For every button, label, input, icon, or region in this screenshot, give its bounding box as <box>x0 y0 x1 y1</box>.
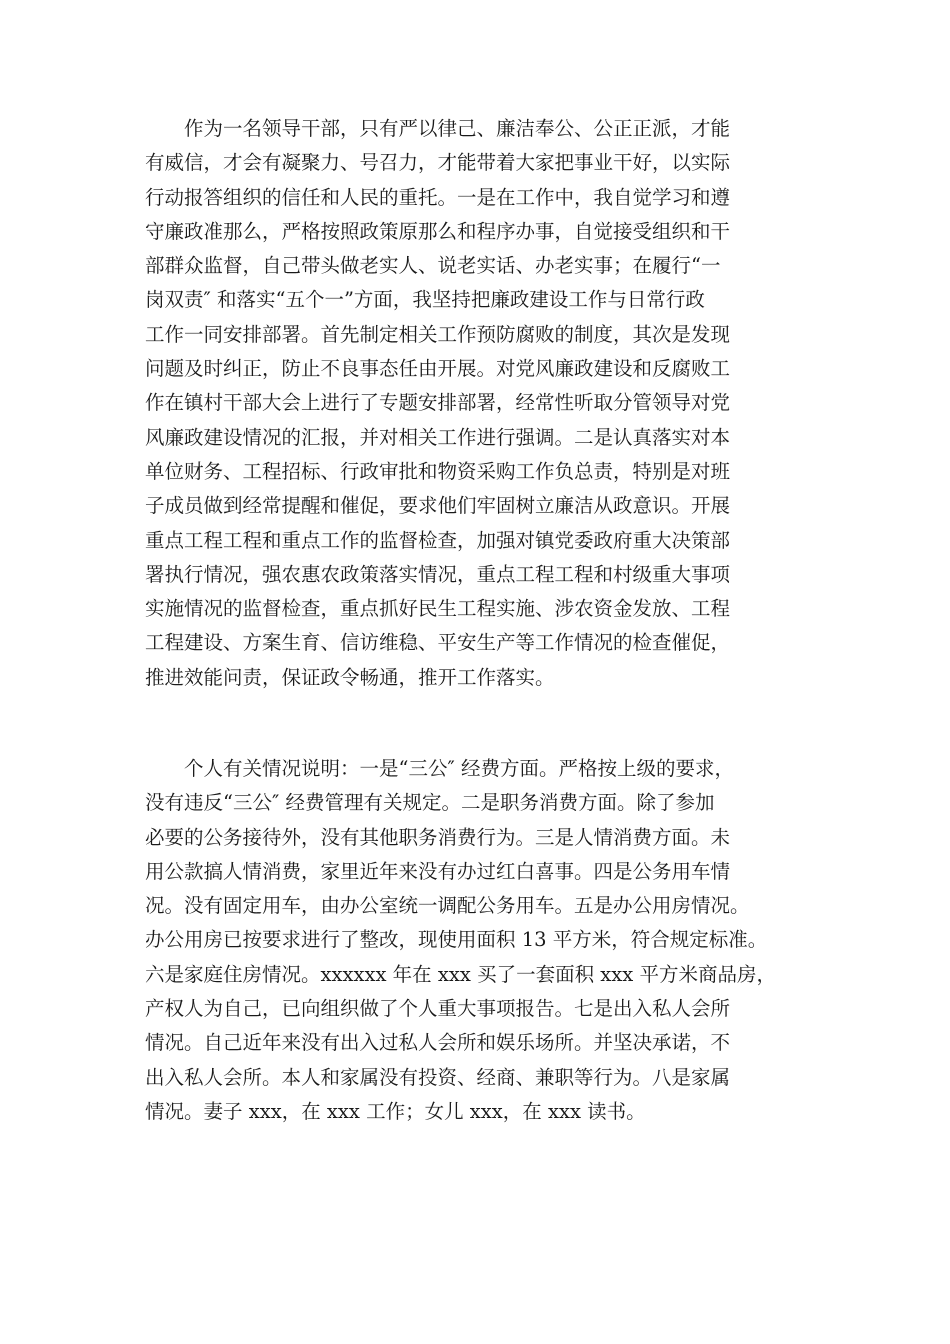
text-line: 行动报答组织的信任和人民的重托。一是在工作中，我自觉学习和遵 <box>145 185 731 209</box>
text-line: 六是家庭住房情况。xxxxxx 年在 xxx 买了一套面积 xxx 平方米商品房， <box>145 962 776 986</box>
text-line: 实施情况的监督检查，重点抓好民生工程实施、涉农资金发放、工程 <box>145 597 731 621</box>
text-line: 产权人为自己，已向组织做了个人重大事项报告。七是出入私人会所 <box>145 997 731 1021</box>
text-line: 用公款搞人情消费，家里近年来没有办过红白喜事。四是公务用车情 <box>145 859 731 883</box>
text-line: 办公用房已按要求进行了整改，现使用面积 13 平方米，符合规定标准。 <box>145 928 768 952</box>
text-line: 推进效能问责，保证政令畅通，推开工作落实。 <box>145 665 555 689</box>
text-line: 作为一名领导干部，只有严以律己、廉洁奉公、公正正派，才能 <box>184 117 731 140</box>
text-line: 问题及时纠正，防止不良事态任由开展。对党风廉政建设和反腐败工 <box>145 357 731 381</box>
text-line: 子成员做到经常提醒和催促，要求他们牢固树立廉洁从政意识。开展 <box>145 494 731 518</box>
text-line: 出入私人会所。本人和家属没有投资、经商、兼职等行为。八是家属 <box>145 1065 731 1089</box>
text-line: 况。没有固定用车，由办公室统一调配公务用车。五是办公用房情况。 <box>145 894 750 918</box>
text-line: 重点工程工程和重点工作的监督检查，加强对镇党委政府重大决策部 <box>145 528 731 552</box>
text-line: 部群众监督，自己带头做老实人、说老实话、办老实事；在履行“一 <box>145 254 721 278</box>
text-line: 岗双责″ 和落实“五个一”方面，我坚持把廉政建设工作与日常行政 <box>145 288 705 312</box>
text-line: 单位财务、工程招标、行政审批和物资采购工作负总责，特别是对班 <box>145 459 731 483</box>
text-line: 没有违反“三公″ 经费管理有关规定。二是职务消费方面。除了参加 <box>145 791 715 815</box>
text-line: 情况。妻子 xxx，在 xxx 工作；女儿 xxx，在 xxx 读书。 <box>145 1099 646 1123</box>
paragraph-personal-situation <box>145 752 825 1129</box>
text-line: 作在镇村干部大会上进行了专题安排部署，经常性听取分管领导对党 <box>145 391 731 415</box>
text-line: 情况。自己近年来没有出入过私人会所和娱乐场所。并坚决承诺，不 <box>145 1031 731 1055</box>
text-line: 风廉政建设情况的汇报，并对相关工作进行强调。二是认真落实对本 <box>145 425 731 449</box>
text-line: 有威信，才会有凝聚力、号召力，才能带着大家把事业干好，以实际 <box>145 151 731 175</box>
text-line: 守廉政准那么，严格按照政策原那么和程序办事，自觉接受组织和干 <box>145 219 731 243</box>
paragraph-integrity-work <box>145 112 825 695</box>
text-line: 个人有关情况说明：一是“三公″ 经费方面。严格按上级的要求， <box>184 757 734 780</box>
text-line: 必要的公务接待外，没有其他职务消费行为。三是人情消费方面。未 <box>145 825 731 849</box>
text-line: 工作一同安排部署。首先制定相关工作预防腐败的制度，其次是发现 <box>145 322 731 346</box>
text-line: 工程建设、方案生育、信访维稳、平安生产等工作情况的检查催促， <box>145 631 731 655</box>
text-line: 署执行情况，强农惠农政策落实情况，重点工程工程和村级重大事项 <box>145 562 731 586</box>
